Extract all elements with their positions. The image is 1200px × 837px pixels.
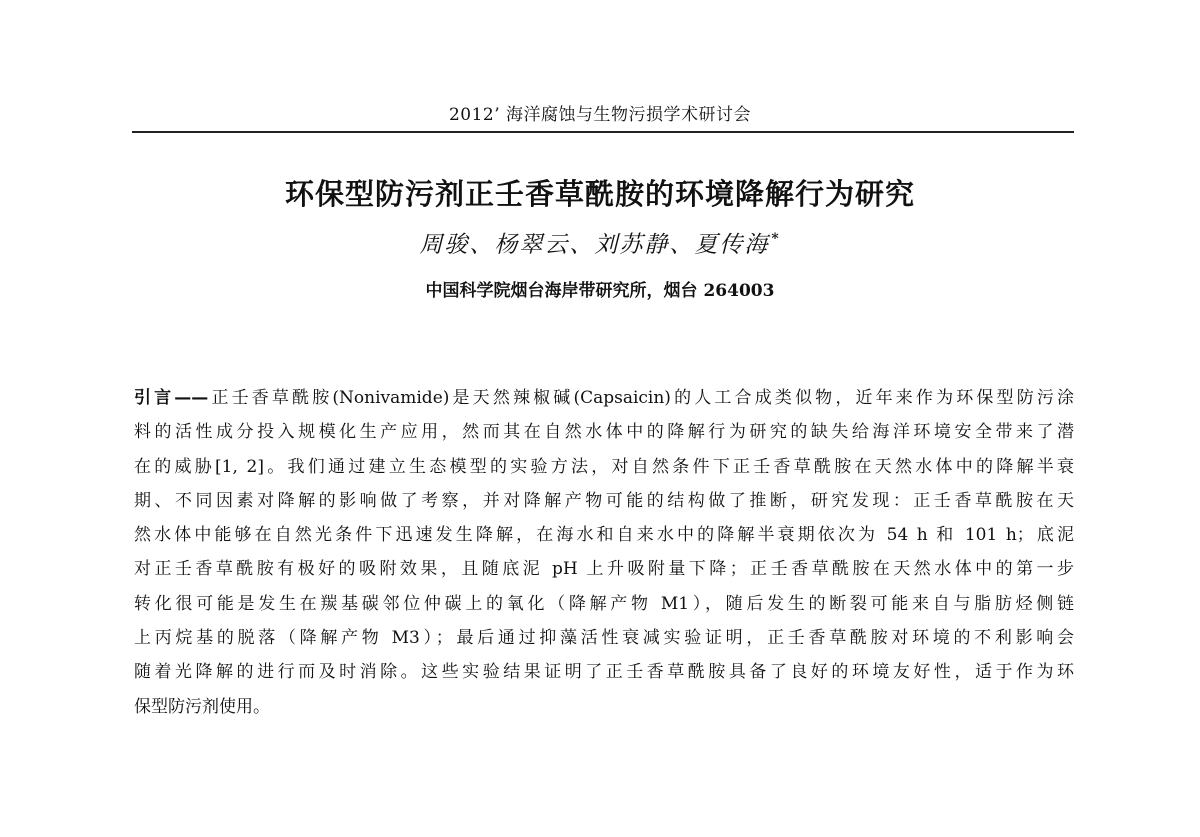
abstract-line: 对正壬香草酰胺有极好的吸附效果，且随底泥 pH 上升吸附量下降；正壬香草酰胺在天然水体中的第一步 — [134, 559, 1074, 580]
header-divider — [132, 131, 1074, 133]
abstract-line-text: 正壬香草酰胺(Nonivamide)是天然辣椒碱(Capsaicin)的人工合成类似物，近年来作为环保型防污涂 — [208, 388, 1074, 408]
abstract-line: 保型防污剂使用。 — [134, 696, 270, 717]
abstract-line: 在的威胁[1, 2]。我们通过建立生态模型的实验方法，对自然条件下正壬香草酰胺在天然水体中的降解半衰 — [134, 456, 1074, 477]
author-line — [0, 226, 1200, 259]
conference-header: 2012’ 海洋腐蚀与生物污损学术研讨会 — [448, 105, 752, 125]
abstract-line: 然水体中能够在自然光条件下迅速发生降解，在海水和自来水中的降解半衰期依次为 54 h 和 101 h；底泥 — [134, 525, 1074, 546]
author-list: 周骏、杨翠云、刘苏静、夏传海 — [419, 232, 770, 258]
abstract-lead-in: 引言—— — [134, 388, 209, 408]
abstract-line: 转化很可能是发生在羰基碳邻位仲碳上的氧化（降解产物 M1），随后发生的断裂可能来自与脂肪烃侧链 — [134, 593, 1074, 614]
corresponding-author-mark: * — [771, 231, 781, 247]
affiliation: 中国科学院烟台海岸带研究所，烟台 264003 — [425, 281, 775, 301]
abstract-line: 随着光降解的进行而及时消除。这些实验结果证明了正壬香草酰胺具备了良好的环境友好性，适于作为环 — [134, 662, 1074, 683]
abstract-body — [134, 385, 1074, 728]
abstract-line: 期、不同因素对降解的影响做了考察，并对降解产物可能的结构做了推断，研究发现：正壬香草酰胺在天 — [134, 490, 1074, 511]
abstract-line — [134, 385, 1074, 419]
paper-title: 环保型防污剂正壬香草酰胺的环境降解行为研究 — [284, 177, 915, 211]
abstract-line: 上丙烷基的脱落（降解产物 M3）；最后通过抑藻活性衰减实验证明，正壬香草酰胺对环境的不利影响会 — [134, 628, 1074, 649]
abstract-line: 料的活性成分投入规模化生产应用，然而其在自然水体中的降解行为研究的缺失给海洋环境安全带来了潜 — [134, 422, 1074, 443]
